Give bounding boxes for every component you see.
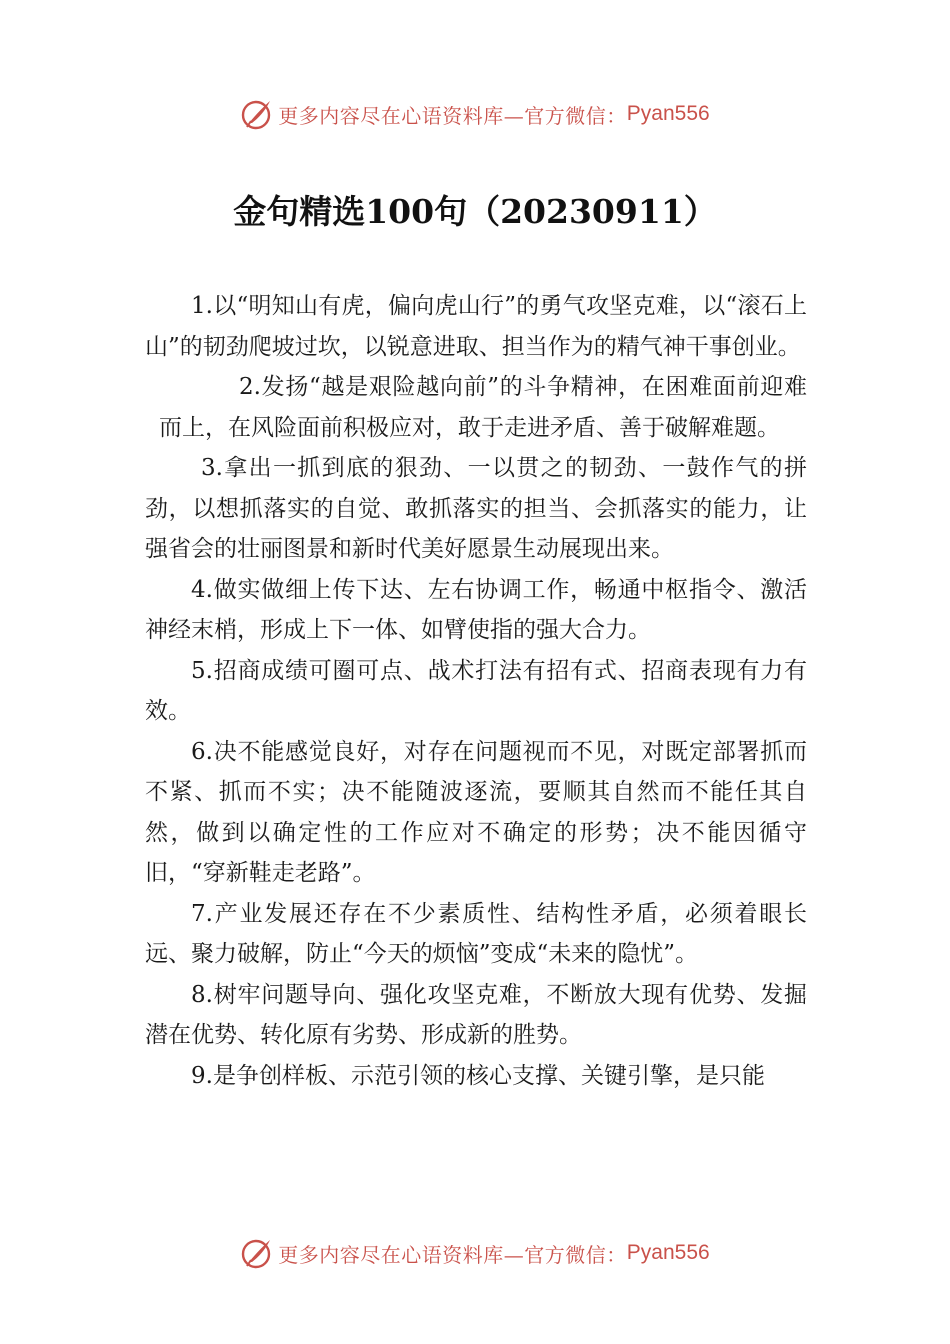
banner-wechat-id: Pyan556 (626, 1241, 710, 1264)
banner-wechat-id: Pyan556 (626, 102, 710, 125)
paragraph-9: 9.是争创样板、示范引领的核心支撑、关键引擎，是只能 (191, 1062, 765, 1089)
paragraph-5: 5.招商成绩可圈可点、战术打法有招有式、招商表现有力有效。 (145, 657, 807, 724)
quill-seal-icon (240, 1236, 274, 1270)
header-banner (0, 94, 950, 134)
paragraph-2: 2.发扬“越是艰险越向前”的斗争精神，在困难面前迎难而上，在风险面前积极应对，敢于走进矛盾、善于破解难题。 (159, 374, 807, 441)
paragraph-3: 3.拿出一抓到底的狠劲、一以贯之的韧劲、一鼓作气的拼劲，以想抓落实的自觉、敢抓落实的担当、会抓落实的能力，让强省会的壮丽图景和新时代美好愿景生动展现出来。 (145, 455, 807, 562)
paragraph-6: 6.决不能感觉良好，对存在问题视而不见，对既定部署抓而不紧、抓而不实；决不能随波逐流，要顺其自然而不能任其自然，做到以确定性的工作应对不确定的形势；决不能因循守旧，“穿新鞋走老路”。 (145, 738, 807, 886)
paragraph-8: 8.树牢问题导向、强化攻坚克难，不断放大现有优势、发掘潜在优势、转化原有劣势、形成新的胜势。 (145, 981, 807, 1048)
document-title: 金句精选100句（20230911） (233, 192, 717, 231)
quill-seal-icon (240, 97, 274, 131)
paragraph-1: 1.以“明知山有虎，偏向虎山行”的勇气攻坚克难，以“滚石上山”的韧劲爬坡过坎，以锐意进取、担当作为的精气神干事创业。 (145, 293, 807, 360)
paragraph-7: 7.产业发展还存在不少素质性、结构性矛盾，必须着眼长远、聚力破解，防止“今天的烦恼”变成“未来的隐忧”。 (145, 900, 807, 967)
banner-text: 更多内容尽在心语资料库—官方微信： (278, 1242, 627, 1267)
paragraph-4: 4.做实做细上传下达、左右协调工作，畅通中枢指令、激活神经末梢，形成上下一体、如臂使指的强大合力。 (145, 576, 807, 643)
footer-banner (0, 1233, 950, 1273)
document-body (145, 286, 807, 1096)
banner-text: 更多内容尽在心语资料库—官方微信： (278, 103, 627, 128)
